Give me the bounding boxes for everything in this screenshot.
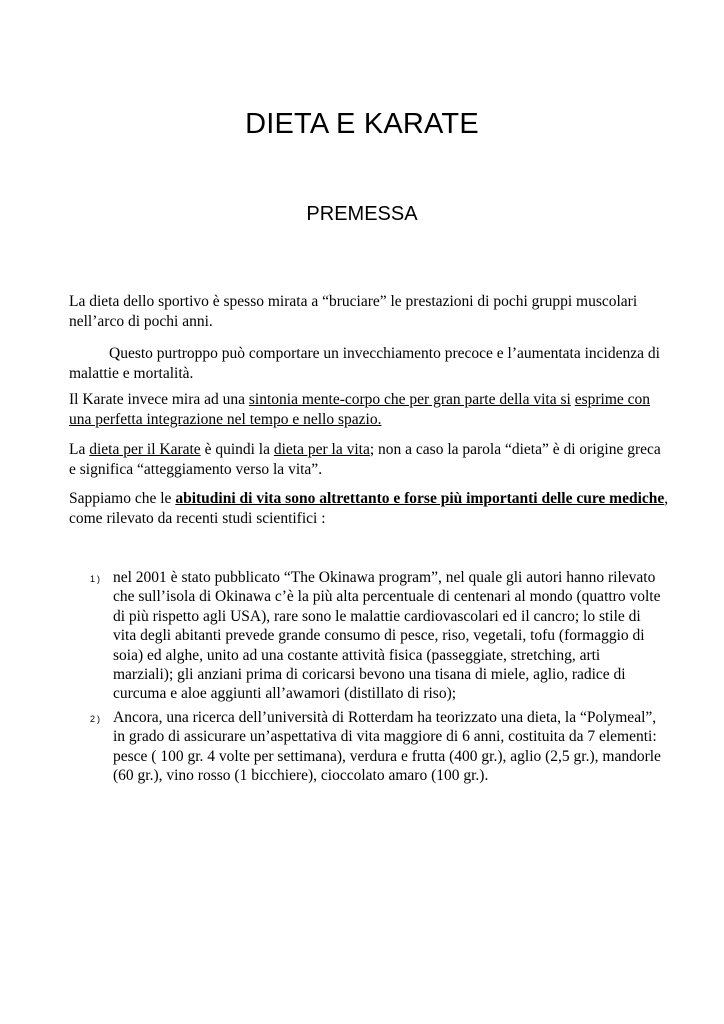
- paragraph-3-text: Il Karate invece mira ad una: [69, 391, 249, 408]
- paragraph-5-text-b: , come rilevato da recenti studi scientifici :: [69, 490, 669, 527]
- paragraph-4-underlined-b: dieta per la vita: [273, 441, 370, 458]
- list-item-text: nel 2001 è stato pubblicato “The Okinawa program”, nel quale gli autori hanno rilevato che sull’isola di Okinawa c’è la più alta percentuale di centenari al mondo (quattro volte di più rispetto agli USA), rare sono le malattie cardiovascolari ed il cancro; lo stile di vita degli abitanti prevede grande consumo di pesce, riso, vegetali, tofu (formaggio di soia) ed alghe, unito ad una costante attività fisica (passeggiate, stretching, arti marziali); gli anziani prima di coricarsi bevono una tisana di miele, aglio, radice di curcuma e aloe aggiunti all’awamori (distillato di riso);: [113, 569, 661, 703]
- document-title: DIETA E KARATE: [245, 108, 479, 140]
- paragraph-4-underlined-a: dieta per il Karate: [89, 441, 201, 458]
- list-item-number: 1): [90, 574, 103, 584]
- section-heading: PREMESSA: [306, 203, 418, 225]
- paragraph-5: [69, 489, 669, 529]
- paragraph-2: Questo purtroppo può comportare un invecchiamento precoce e l’aumentata incidenza di malattie e mortalità.: [69, 345, 660, 382]
- paragraph-5-bold-underlined: abitudini di vita sono altrettanto e forse più importanti delle cure mediche: [175, 490, 665, 507]
- paragraph-3-underlined-a: sintonia mente-corpo che per gran parte della vita si: [248, 391, 571, 408]
- paragraph-1: La dieta dello sportivo è spesso mirata a “bruciare” le prestazioni di pochi gruppi muscolari nell’arco di pochi anni.: [69, 293, 638, 330]
- list-item-number: 2): [90, 714, 103, 724]
- paragraph-5-text-a: Sappiamo che le: [69, 490, 176, 507]
- paragraph-4-text-c: ; non a caso la parola “dieta” è di origine greca e significa “atteggiamento verso la vita”.: [69, 441, 661, 478]
- paragraph-4-text-b: è quindi la: [200, 441, 274, 458]
- paragraph-3-underlined-b: esprime con una perfetta integrazione nel tempo e nello spazio.: [69, 391, 651, 428]
- list-item-text: Ancora, una ricerca dell’università di Rotterdam ha teorizzato una dieta, la “Polymeal”, in grado di assicurare un’aspettativa di vita maggiore di 6 anni, costituita da 7 elementi: pesce ( 100 gr. 4 volte per settimana), verdura e frutta (400 gr.), aglio (2,5 gr.), mandorle (60 gr.), vino rosso (1 bicchiere), cioccolato amaro (100 gr.).: [113, 709, 661, 785]
- paragraph-4: [69, 440, 669, 480]
- paragraph-3: [69, 390, 669, 430]
- paragraph-4-text-a: La: [69, 441, 90, 458]
